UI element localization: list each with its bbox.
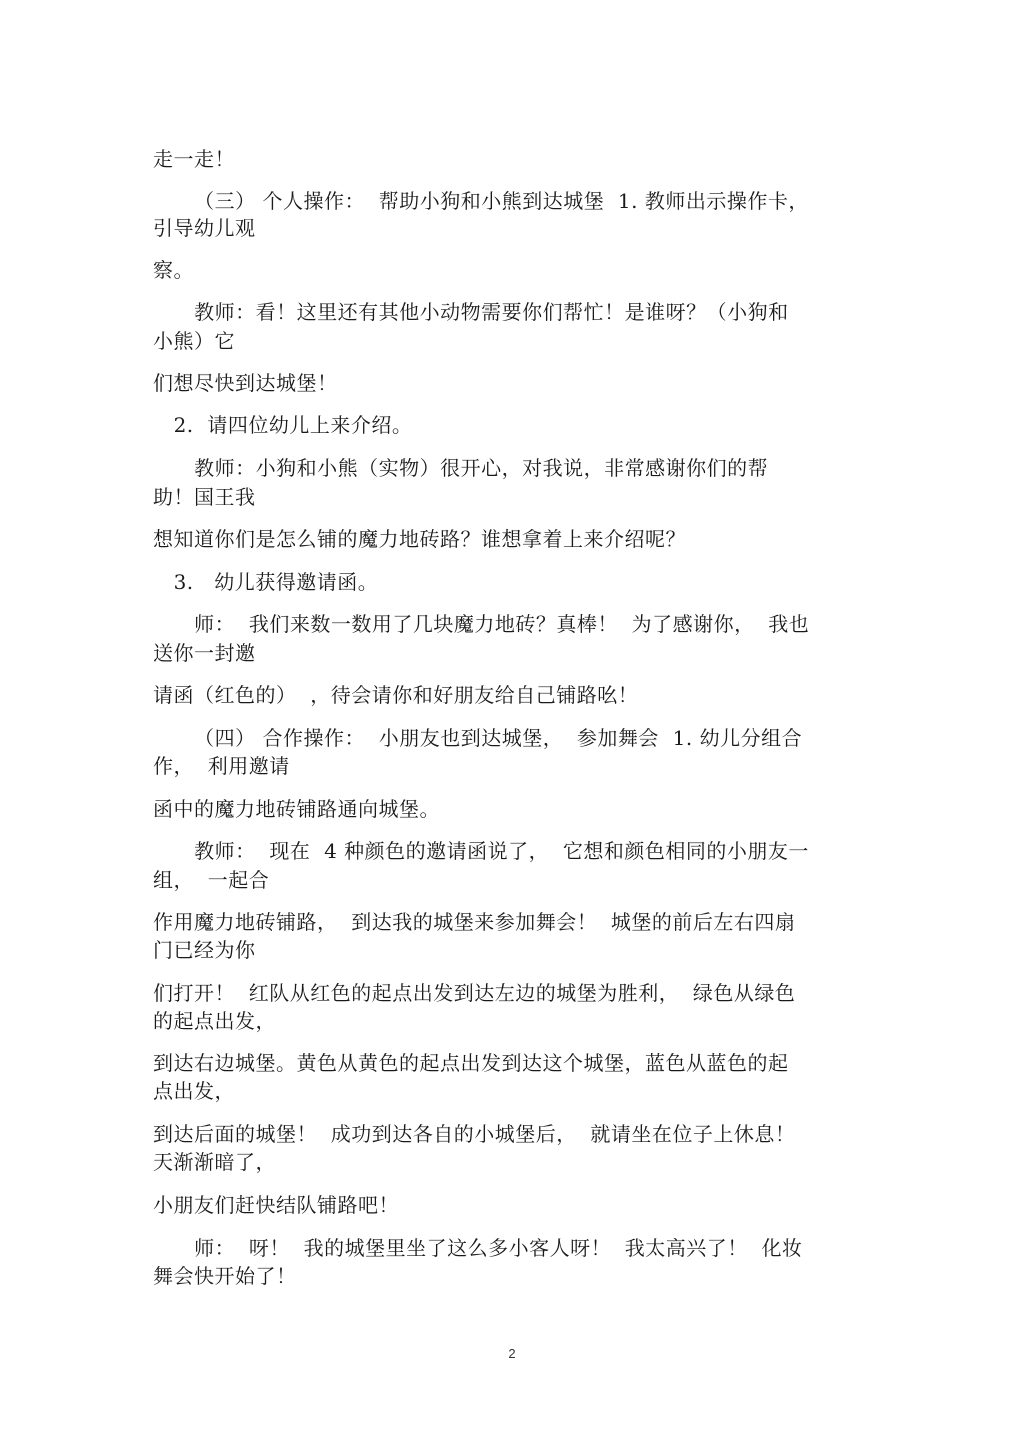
text-line: 请函（红色的） ，待会请你和好朋友给自己铺路吆！ <box>153 683 639 707</box>
text-line: 的起点出发， <box>153 1009 276 1033</box>
text-line: 走一走！ <box>153 147 235 171</box>
text-line: 作， 利用邀请 <box>153 754 290 778</box>
text-line: 察。 <box>153 258 194 282</box>
text-line: 组， 一起合 <box>153 868 270 892</box>
text-line: 小熊）它 <box>153 329 235 353</box>
text-line: 教师： 现在 4 种颜色的邀请函说了， 它想和颜色相同的小朋友一 <box>153 839 809 863</box>
text-line: 到达右边城堡。黄色从黄色的起点出发到达这个城堡，蓝色从蓝色的起 <box>153 1051 789 1075</box>
text-line: 门已经为你 <box>153 938 256 962</box>
text-line: （三） 个人操作： 帮助小狗和小熊到达城堡 1. 教师出示操作卡， <box>153 189 809 213</box>
page-number: 2 <box>508 1346 516 1361</box>
text-line: 引导幼儿观 <box>153 216 256 240</box>
text-line: 到达后面的城堡！ 成功到达各自的小城堡后， 就请坐在位子上休息！ <box>153 1122 796 1146</box>
text-line: 天渐渐暗了， <box>153 1150 276 1174</box>
text-line: 们想尽快到达城堡！ <box>153 371 338 395</box>
text-line: 函中的魔力地砖铺路通向城堡。 <box>153 797 440 821</box>
text-line: 2. 请四位幼儿上来介绍。 <box>153 413 413 437</box>
text-line: 师： 呀！ 我的城堡里坐了这么多小客人呀！ 我太高兴了！ 化妆 <box>153 1236 803 1260</box>
text-line: （四） 合作操作： 小朋友也到达城堡， 参加舞会 1. 幼儿分组合 <box>153 726 803 750</box>
text-line: 们打开！ 红队从红色的起点出发到达左边的城堡为胜利， 绿色从绿色 <box>153 981 796 1005</box>
text-line: 点出发， <box>153 1079 235 1103</box>
text-line: 3. 幼儿获得邀请函。 <box>153 570 379 594</box>
text-line: 舞会快开始了！ <box>153 1264 297 1288</box>
text-line: 小朋友们赶快结队铺路吧！ <box>153 1193 399 1217</box>
text-line: 教师：小狗和小熊（实物）很开心，对我说，非常感谢你们的帮 <box>153 456 769 480</box>
text-line: 送你一封邀 <box>153 641 256 665</box>
text-line: 助！国王我 <box>153 485 256 509</box>
text-line: 师： 我们来数一数用了几块魔力地砖？真棒！ 为了感谢你， 我也 <box>153 612 810 636</box>
text-line: 想知道你们是怎么铺的魔力地砖路？谁想拿着上来介绍呢？ <box>153 527 686 551</box>
text-line: 教师：看！这里还有其他小动物需要你们帮忙！是谁呀？（小狗和 <box>153 300 789 324</box>
text-line: 作用魔力地砖铺路， 到达我的城堡来参加舞会！ 城堡的前后左右四扇 <box>153 910 796 934</box>
